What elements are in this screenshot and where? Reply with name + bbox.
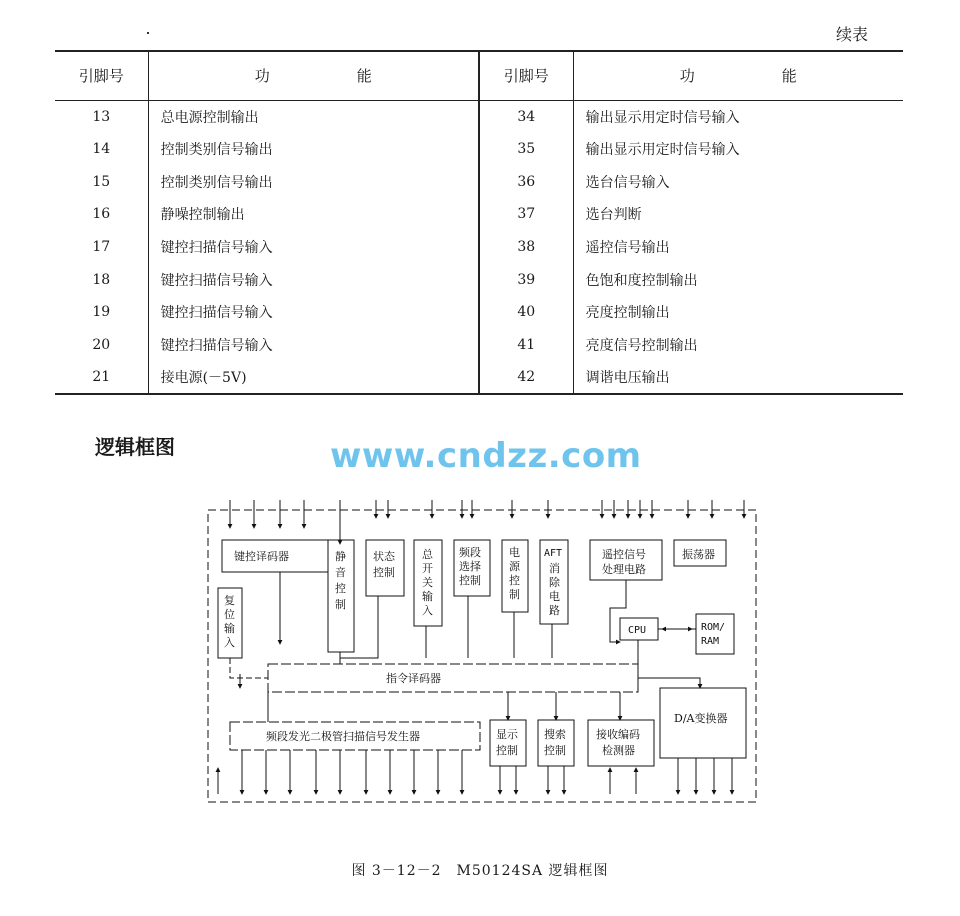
power-label: 电 (509, 546, 520, 559)
pin-function: 亮度信号控制输出 (585, 338, 698, 355)
aft-label: 除 (549, 576, 560, 589)
figure-caption: 图 3－12－2 M50124SA 逻辑框图 (351, 863, 609, 879)
mute-label: 静 (335, 550, 346, 563)
aft-label: 电 (549, 590, 560, 603)
table-row (55, 231, 903, 264)
logic-block-diagram (200, 498, 770, 810)
pin-number: 41 (479, 329, 573, 362)
pin-function: 色饱和度控制输出 (585, 272, 698, 289)
reset-label: 入 (224, 636, 235, 649)
section-title: 逻辑框图 (95, 435, 175, 459)
pin-number: 16 (55, 198, 148, 231)
power-label: 控 (509, 574, 520, 587)
watermark: www.cndzz.com (330, 436, 642, 476)
pin-number: 38 (479, 231, 573, 264)
romram-block (696, 614, 734, 654)
band-select-label: 频段 (459, 546, 481, 559)
switch-input-label: 关 (422, 576, 433, 589)
pin-function: 选台信号输入 (585, 174, 670, 191)
pin-number: 39 (479, 263, 573, 296)
power-label: 制 (509, 588, 520, 601)
pin-number: 19 (55, 296, 148, 329)
pin-function: 亮度控制输出 (585, 305, 670, 322)
pin-function: 接电源(－5V) (148, 362, 479, 395)
cpu-label: CPU (628, 625, 647, 636)
pin-number: 34 (479, 100, 573, 133)
aft-label: 消 (549, 562, 560, 575)
pin-number: 21 (55, 362, 148, 395)
key-decoder-label: 键控译码器 (234, 550, 289, 563)
pin-function: 控制类别信号输出 (148, 165, 479, 198)
state-label: 状态 (373, 550, 395, 563)
pin-number: 17 (55, 231, 148, 264)
led-scan-label: 频段发光二极管扫描信号发生器 (266, 730, 420, 743)
diagram-lines (208, 500, 756, 802)
table-header-row (55, 51, 903, 100)
display-label: 显示 (496, 728, 518, 741)
display-label: 控制 (496, 744, 518, 757)
pin-function: 遥控信号输出 (585, 240, 670, 257)
reset-label: 位 (224, 608, 235, 621)
pin-number: 37 (479, 198, 573, 231)
pin-number: 35 (479, 133, 573, 166)
power-label: 源 (509, 560, 520, 573)
pin-function: 总电源控制输出 (148, 100, 479, 133)
mute-label: 音 (335, 566, 346, 579)
switch-input-label: 开 (422, 562, 433, 575)
da-label: D/A变换器 (674, 712, 728, 725)
pin-number: 20 (55, 329, 148, 362)
pin-function: 输出显示用定时信号输入 (585, 109, 740, 126)
switch-input-label: 总 (422, 548, 433, 561)
table-row (55, 198, 903, 231)
pin-number: 15 (55, 165, 148, 198)
table-row (55, 263, 903, 296)
remote-label: 处理电路 (602, 563, 646, 576)
romram-label: ROM/ (701, 622, 726, 633)
pin-number: 18 (55, 263, 148, 296)
header-pin-right: 引脚号 (479, 51, 573, 100)
table-row (55, 133, 903, 166)
instr-decoder-block (268, 664, 638, 692)
header-function-right: 功 能 (573, 51, 903, 100)
switch-input-label: 输 (422, 590, 433, 603)
switch-input-label: 入 (422, 604, 433, 617)
pin-function: 键控扫描信号输入 (148, 296, 479, 329)
header-pin-left: 引脚号 (55, 51, 148, 100)
display-block (490, 720, 526, 766)
continued-label: 续表 (836, 25, 869, 44)
pin-function: 键控扫描信号输入 (148, 329, 479, 362)
romram-label: RAM (701, 636, 720, 647)
recv-block (588, 720, 654, 766)
remote-label: 遥控信号 (602, 548, 646, 561)
table-row (55, 362, 903, 395)
state-label: 控制 (373, 566, 395, 579)
table-row (55, 165, 903, 198)
pin-function: 键控扫描信号输入 (148, 231, 479, 264)
instr-decoder-label: 指令译码器 (386, 672, 441, 685)
table-row (55, 100, 903, 133)
pin-number: 42 (479, 362, 573, 395)
pin-function: 控制类别信号输出 (148, 133, 479, 166)
pin-number: 40 (479, 296, 573, 329)
search-label: 搜索 (544, 728, 566, 741)
search-block (538, 720, 574, 766)
mute-label: 控 (335, 582, 346, 595)
aft-label: AFT (544, 548, 563, 559)
table-row (55, 329, 903, 362)
pin-number: 13 (55, 100, 148, 133)
table-row (55, 296, 903, 329)
pin-number: 36 (479, 165, 573, 198)
pin-number: 14 (55, 133, 148, 166)
pin-function: 选台判断 (585, 207, 642, 224)
header-function-left: 功 能 (148, 51, 479, 100)
mute-label: 制 (335, 598, 346, 611)
diagram-svg (200, 498, 770, 810)
reset-label: 复 (224, 594, 235, 607)
band-select-label: 选择 (459, 560, 481, 573)
pin-function-table (55, 50, 903, 395)
pin-function: 调谐电压输出 (573, 362, 903, 395)
oscillator-label: 振荡器 (682, 548, 715, 561)
diagram-labels (224, 545, 727, 757)
search-label: 控制 (544, 744, 566, 757)
pin-function: 静噪控制输出 (148, 198, 479, 231)
recv-label: 接收编码 (596, 728, 640, 741)
speck-mark (147, 32, 149, 34)
pin-function: 键控扫描信号输入 (148, 263, 479, 296)
recv-label: 检测器 (602, 744, 635, 757)
pin-function: 输出显示用定时信号输入 (585, 142, 740, 159)
reset-label: 输 (224, 622, 235, 635)
aft-label: 路 (549, 604, 560, 617)
band-select-label: 控制 (459, 574, 481, 587)
